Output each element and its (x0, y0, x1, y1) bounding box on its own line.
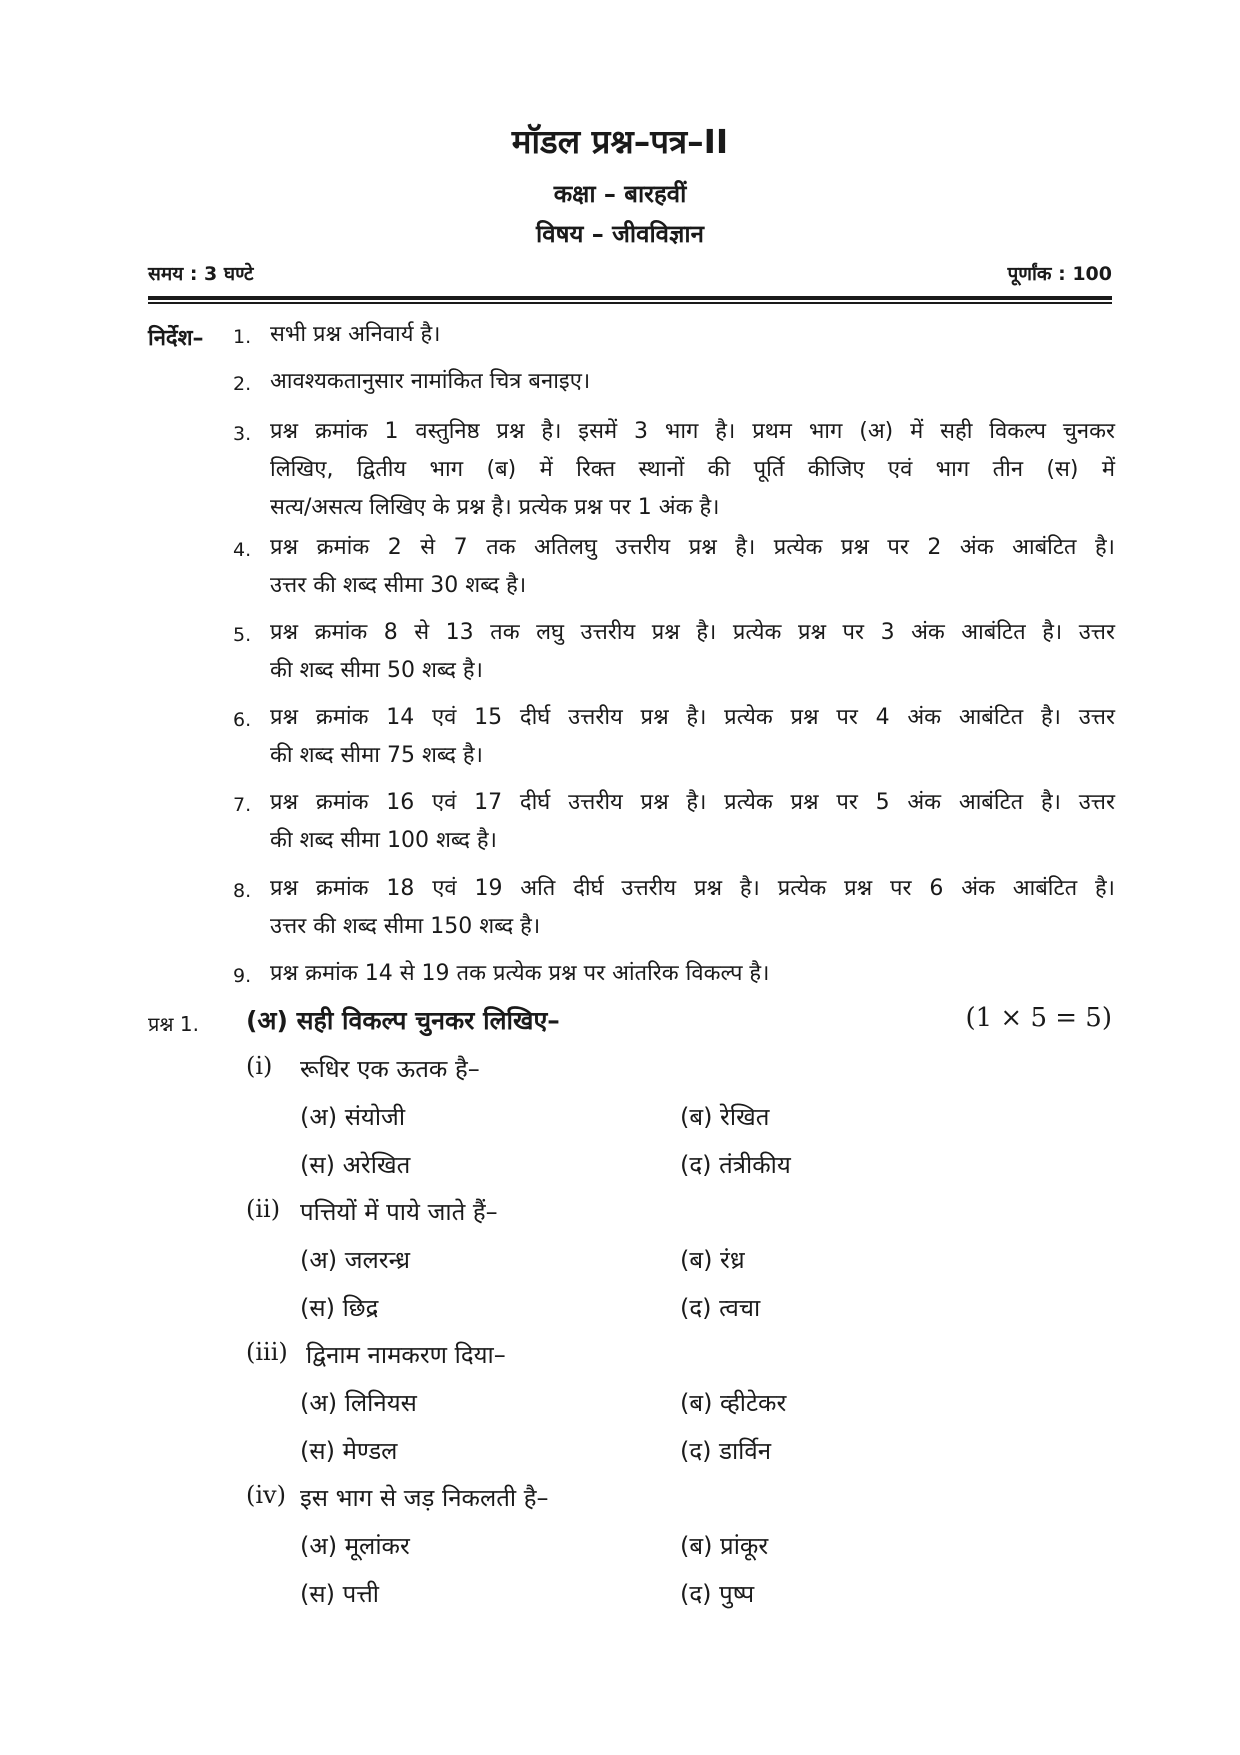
instruction-number: 8. (233, 880, 252, 902)
time-allowed: समय : 3 घण्टे (148, 263, 254, 285)
instruction-line: आवश्यकतानुसार नामांकित चित्र बनाइए। (270, 369, 591, 394)
instruction-line: प्रश्न क्रमांक 16 एवं 17 दीर्घ उत्तरीय प्रश्न है। प्रत्येक प्रश्न पर 5 अंक आबंटित है। उत्तर (270, 790, 1115, 815)
instruction-line: की शब्द सीमा 75 शब्द है। (270, 743, 483, 768)
instruction-line: प्रश्न क्रमांक 14 से 19 तक प्रत्येक प्रश्न पर आंतरिक विकल्प है। (270, 961, 770, 986)
question-part-heading: (अ) सही विकल्प चुनकर लिखिए– (246, 1006, 560, 1035)
instruction-item (270, 699, 1115, 775)
instruction-item (270, 614, 1115, 690)
max-marks: पूर्णांक : 100 (1007, 263, 1112, 285)
instruction-line: लिखिए, द्वितीय भाग (ब) में रिक्त स्थानों की पूर्ति कीजिए एवं भाग तीन (स) में (270, 457, 1115, 482)
subquestion-number: (iii) (246, 1338, 288, 1366)
paper-title: मॉडल प्रश्न–पत्र–II (511, 122, 729, 161)
instruction-line: प्रश्न क्रमांक 2 से 7 तक अतिलघु उत्तरीय प्रश्न है। प्रत्येक प्रश्न पर 2 अंक आबंटित है। (270, 535, 1115, 560)
instruction-line: उत्तर की शब्द सीमा 30 शब्द है। (270, 573, 527, 598)
option-c: (स) छिद्र (300, 1294, 379, 1322)
instruction-line: की शब्द सीमा 100 शब्द है। (270, 828, 497, 853)
option-d: (द) पुष्प (680, 1580, 755, 1608)
subject-line: विषय – जीवविज्ञान (536, 220, 704, 248)
option-c: (स) अरेखित (300, 1151, 411, 1179)
header-rule-thin (148, 302, 1112, 304)
instruction-line: सत्य/असत्य लिखिए के प्रश्न है। प्रत्येक प्रश्न पर 1 अंक है। (270, 495, 720, 520)
subquestion-text: द्विनाम नामकरण दिया– (306, 1341, 506, 1369)
option-b: (ब) रेखित (680, 1103, 770, 1131)
header-rule-thick (148, 296, 1112, 300)
instruction-item (270, 784, 1115, 860)
instruction-line: प्रश्न क्रमांक 8 से 13 तक लघु उत्तरीय प्रश्न है। प्रत्येक प्रश्न पर 3 अंक आबंटित है। उत्तर (270, 620, 1115, 645)
instruction-number: 3. (233, 423, 252, 445)
option-d: (द) त्वचा (680, 1294, 761, 1322)
instruction-line: सभी प्रश्न अनिवार्य है। (270, 322, 441, 347)
instruction-number: 5. (233, 624, 252, 646)
instruction-line: की शब्द सीमा 50 शब्द है। (270, 658, 483, 683)
subquestion-text: रूधिर एक ऊतक है– (300, 1055, 480, 1083)
option-b: (ब) रंध्र (680, 1246, 745, 1274)
subquestion-number: (ii) (246, 1195, 281, 1223)
instruction-line: प्रश्न क्रमांक 18 एवं 19 अति दीर्घ उत्तरीय प्रश्न है। प्रत्येक प्रश्न पर 6 अंक आबंटित है। (270, 876, 1115, 901)
subquestion-number: (i) (246, 1052, 273, 1080)
instructions-heading: निर्देश– (148, 326, 204, 351)
instruction-item (270, 955, 1115, 993)
question-marks: (1 × 5 = 5) (965, 1003, 1112, 1033)
instruction-item (270, 413, 1115, 527)
subquestion-text: इस भाग से जड़ निकलती है– (300, 1484, 549, 1512)
option-c: (स) मेण्डल (300, 1437, 398, 1465)
option-a: (अ) संयोजी (300, 1103, 406, 1131)
question-label: प्रश्न 1. (148, 1012, 199, 1036)
instruction-item (270, 529, 1115, 605)
instruction-line: उत्तर की शब्द सीमा 150 शब्द है। (270, 914, 541, 939)
option-a: (अ) जलरन्ध्र (300, 1246, 410, 1274)
subquestion-text: पत्तियों में पाये जाते हैं– (300, 1198, 498, 1226)
instruction-item (270, 870, 1115, 946)
option-c: (स) पत्ती (300, 1580, 380, 1608)
option-a: (अ) लिनियस (300, 1389, 417, 1417)
option-b: (ब) प्रांकूर (680, 1532, 769, 1560)
instruction-number: 1. (233, 326, 252, 348)
class-line: कक्षा – बारहवीं (553, 180, 687, 208)
instruction-line: प्रश्न क्रमांक 1 वस्तुनिष्ठ प्रश्न है। इसमें 3 भाग है। प्रथम भाग (अ) में सही विकल्प चुनकर (270, 419, 1115, 444)
instruction-number: 4. (233, 539, 252, 561)
option-d: (द) डार्विन (680, 1437, 772, 1465)
subquestion-number: (iv) (246, 1481, 286, 1509)
instruction-item (270, 363, 1115, 401)
option-a: (अ) मूलांकर (300, 1532, 410, 1560)
option-b: (ब) व्हीटेकर (680, 1389, 787, 1417)
instruction-number: 2. (233, 373, 252, 395)
instruction-number: 7. (233, 794, 252, 816)
instruction-number: 9. (233, 965, 252, 987)
instruction-number: 6. (233, 709, 252, 731)
option-d: (द) तंत्रीकीय (680, 1151, 791, 1179)
instruction-line: प्रश्न क्रमांक 14 एवं 15 दीर्घ उत्तरीय प्रश्न है। प्रत्येक प्रश्न पर 4 अंक आबंटित है। उत्तर (270, 705, 1115, 730)
instruction-item (270, 316, 1115, 354)
